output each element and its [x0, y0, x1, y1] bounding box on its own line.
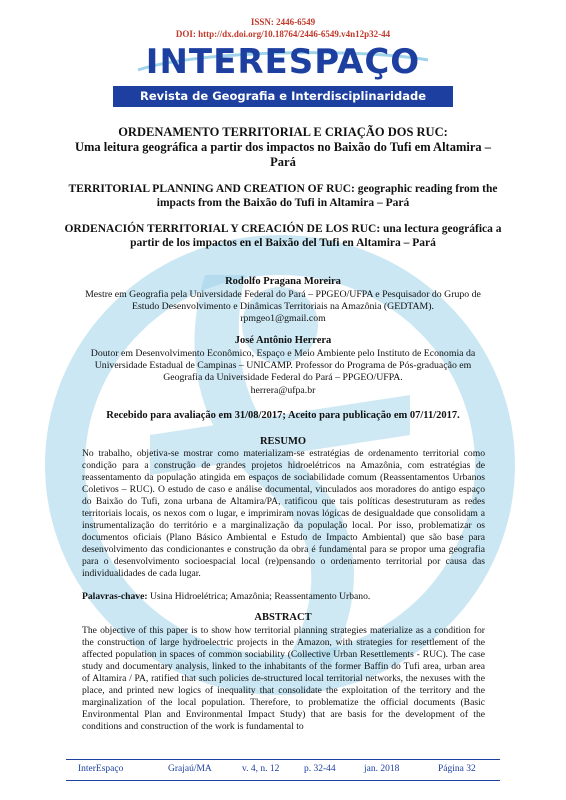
author-2-email[interactable]: herrera@ufpa.br [250, 385, 316, 396]
received-accepted-dates: Recebido para avaliação em 31/08/2017; Aceito para publicação em 07/11/2017. [106, 410, 460, 421]
resumo-heading: RESUMO [259, 436, 307, 447]
author-1-affiliation: Mestre em Geografia pela Universidade Federal do Pará – PPGEO/UFPA e Pesquisador do Grupo de Estudo Desenvolvimento e Dinâmicas Territoriais na Amazônia (GEDTAM). [85, 289, 481, 312]
author-1-email[interactable]: rpmgeo1@gmail.com [240, 313, 326, 324]
resumo-text: No trabalho, objetiva-se mostrar como materializam-se estratégias de ordenamento territorial como condição para a construção de grandes projetos hidroelétricos na Amazônia, com estratégias de reassentamento da população atingida em espaços de sociabilidade comum (Reassentamentos Urbanos Coletivos – RUC). O estudo de caso e análise documental, vinculados aos moradores do antigo espaço do Baixão do Tufi, zona urbana de Altamira/PA, ratificou que tais políticas desestruturam as redes territoriais locais, os nexos com o lugar, e imprimiram novas lógicas de desigualdade que consolidam a instrumentalização do território e a marginalização da população local. Por isso, problematizar os documentos oficiais (Plano Básico Ambiental e Estudo de Impacto Ambiental) que são base para desenvolvimento das condicionantes e construção da obra é fundamental para se propor uma geografia para o desenvolvimento socioespacial local (re)pensando o ordenamento territorial por causa das individualidades de cada lugar. [82, 448, 485, 579]
title-pt-line1: ORDENAMENTO TERRITORIAL E CRIAÇÃO DOS RUC: [118, 125, 448, 139]
keywords-values: Usina Hidroelétrica; Amazônia; Reassentamento Urbano. [149, 591, 371, 602]
author-2-name: José Antônio Herrera [234, 335, 332, 346]
footer-volume: v. 4, n. 12 [242, 764, 280, 774]
author-2-affiliation: Doutor em Desenvolvimento Econômico, Espaço e Meio Ambiente pelo Instituto de Economia da Universidade Estadual de Campinas – UNICAMP. Professor do Programa de Pós-graduação em Geografia da Universidade Federal do Pará – PPGEO/UFPA. [90, 348, 476, 383]
abstract-heading: ABSTRACT [254, 612, 312, 623]
title-portuguese [70, 125, 496, 170]
journal-name: INTERESPAÇO [145, 42, 421, 82]
keywords-label: Palavras-chave: [82, 591, 148, 602]
journal-subtitle-bar: Revista de Geografia e Interdisciplinaridade [113, 86, 453, 107]
footer-journal: InterEspaço [78, 764, 124, 774]
footer-page-number: Página 32 [438, 764, 476, 774]
title-pt-line2: Uma leitura geográfica a partir dos impactos no Baixão do Tufi em Altamira – Pará [74, 140, 492, 169]
author-1-name: Rodolfo Pragana Moreira [225, 276, 341, 287]
page-footer [66, 759, 500, 781]
journal-logo [118, 40, 448, 84]
title-spanish: ORDENACIÓN TERRITORIAL Y CREACIÓN DE LOS RUC: una lectura geográfica a partir de los impactos en el Baixão del Tufi en Altamira – Pará [64, 223, 502, 249]
title-english: TERRITORIAL PLANNING AND CREATION OF RUC: geographic reading from the impacts from the Baixão do Tufi in Altamira – Pará [68, 183, 498, 209]
doi-link[interactable]: DOI: http://dx.doi.org/10.18764/2446-6549.v4n12p32-44 [175, 29, 391, 39]
keywords-pt [82, 591, 485, 603]
footer-date: jan. 2018 [364, 764, 400, 774]
footer-pages: p. 32-44 [304, 764, 336, 774]
issn-number: ISSN: 2446-6549 [250, 17, 316, 27]
abstract-text: The objective of this paper is to show how territorial planning strategies materialize as a condition for the construction of large hydroelectric projects in the Amazon, with strategies for resettlement of the affected population in spaces of common sociability (Collective Urban Resettlements - RUC). The case study and documentary analysis, linked to the inhabitants of the former Baffin do Tufi area, urban area of Altamira / PA, ratified that such policies de-structured local territorial networks, the nexuses with the place, and printed new logics of inequality that consolidate the exploitation of the territory and the marginalization of the local population. Therefore, to problematize the official documents (Basic Environmental Plan and Environmental Impact Study) that are basis for the development of the conditions and construction of the work is fundamental to [82, 625, 485, 732]
footer-city: Grajaú/MA [168, 764, 212, 774]
